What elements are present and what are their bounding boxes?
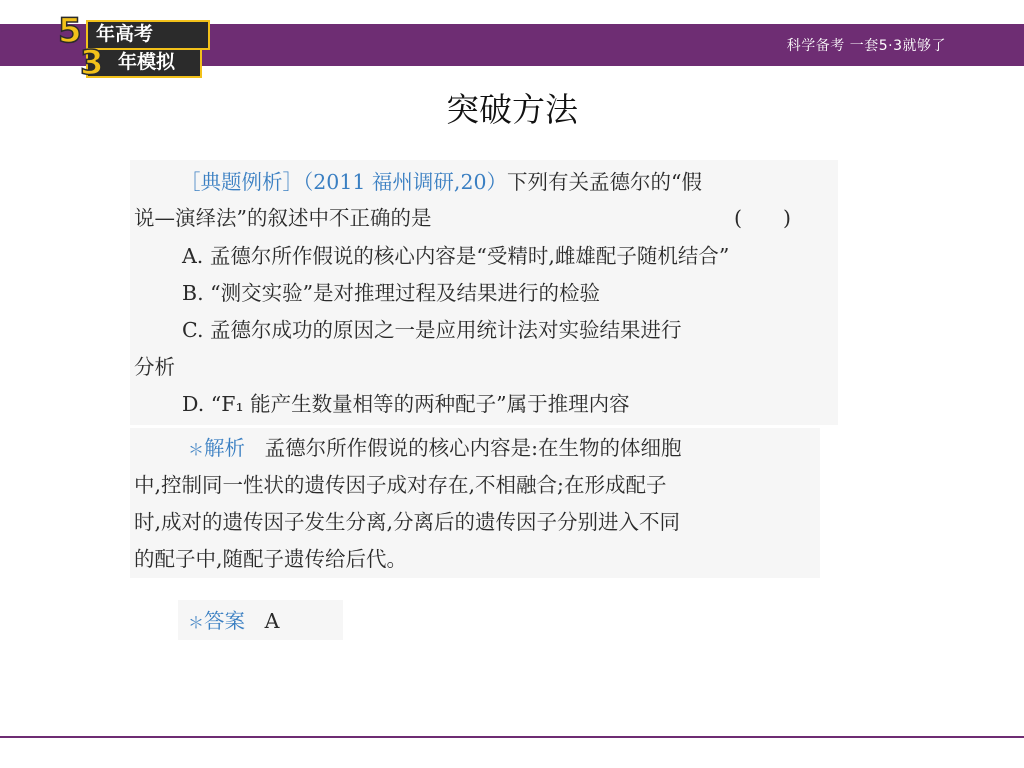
analysis-marker-icon: ＊	[188, 440, 205, 459]
analysis-text-1: 孟德尔所作假说的核心内容是:在生物的体细胞	[264, 436, 682, 460]
logo-text-top: 年高考	[96, 23, 154, 45]
header-slogan: 科学备考 一套5·3就够了	[786, 38, 946, 54]
answer-blank: ( )	[734, 206, 791, 230]
logo-text-bottom: 年模拟	[118, 51, 176, 73]
answer-block	[178, 600, 343, 640]
logo-digit-top: 5	[58, 11, 82, 51]
question-line-2	[134, 206, 834, 230]
option-c: C. 孟德尔成功的原因之一是应用统计法对实验结果进行	[182, 318, 682, 342]
page-title: 突破方法	[446, 90, 578, 129]
analysis-line-3: 时,成对的遗传因子发生分离,分离后的遗传因子分别进入不同	[134, 510, 681, 534]
analysis-line-4: 的配子中,随配子遗传给后代。	[134, 547, 408, 571]
option-a: A. 孟德尔所作假说的核心内容是“受精时,雌雄配子随机结合”	[182, 244, 730, 268]
question-block	[130, 160, 838, 425]
question-source: （2011 福州调研,20）	[303, 170, 508, 194]
logo	[56, 12, 201, 88]
analysis-line-2: 中,控制同一性状的遗传因子成对存在,不相融合;在形成配子	[134, 473, 667, 497]
logo-digit-bottom: 3	[80, 43, 104, 83]
analysis-line-1	[188, 436, 681, 462]
answer-value: A	[264, 609, 280, 633]
option-b: B. “测交实验”是对推理过程及结果进行的检验	[182, 281, 601, 305]
question-stem-end: 说—演绎法”的叙述中不正确的是	[134, 206, 432, 230]
question-tag: ［典题例析］	[180, 170, 303, 194]
answer-marker-icon: ＊	[188, 613, 205, 632]
answer-line	[188, 609, 279, 635]
option-d: D. “F₁ 能产生数量相等的两种配子”属于推理内容	[182, 392, 630, 416]
question-line-1	[180, 170, 702, 194]
option-c-continued: 分析	[134, 355, 175, 379]
footer-divider	[0, 736, 1024, 738]
question-stem-start: 下列有关孟德尔的“假	[507, 170, 703, 194]
analysis-block	[130, 428, 820, 578]
answer-label: 答案	[204, 609, 246, 633]
analysis-label: 解析	[204, 436, 246, 460]
